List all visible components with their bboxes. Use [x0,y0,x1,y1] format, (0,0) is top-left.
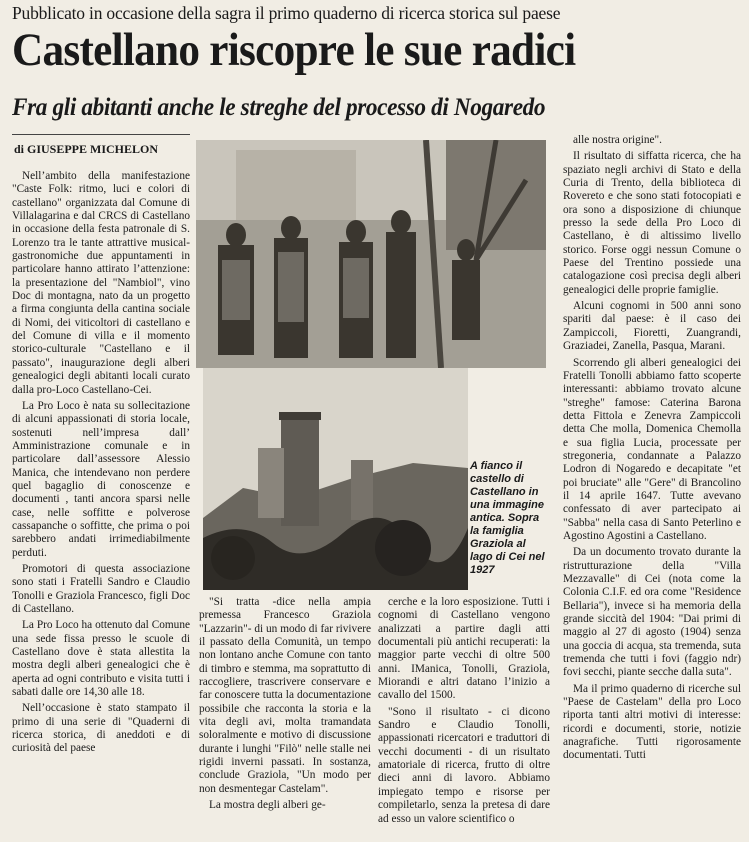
paragraph: La Pro Loco ha ottenuto dal Comune una sede fissa presso le scuole di Castellano dove è stata allestita la mostra degli alberi genealogici che è aperta ad ogni contributo e visita tutti i sabati dalle ore 14,30 alle 18. [12,619,190,699]
paragraph: Il risultato di siffatta ricerca, che ha spaziato negli archivi di Stato e della Curia di Trento, della biblioteca di Rovereto e che sono stati fotocopiati e ora sono a disposizione di chiunque presso la sede della Pro Loco di Castellano, è di altissimo livello storico. Forse oggi nessun Comune o Paese del Trentino possiede una catalogazione così precisa degli alberi genealogici delle proprie famiglie. [563,150,741,296]
byline-rule [12,134,190,135]
paragraph: "Sono il risultato - ci dicono Sandro e Claudio Tonolli, appassionati ricercatori e traduttori di vecchi documenti - di un risultato amatoriale di ricerca, frutto di oltre dieci anni di lavoro. Abbiamo impiegato tempo e risorse per compiletarlo, senza la pretesa di dare ad esso un valore scientifico o [378,705,550,825]
paragraph: Nell’ambito della manifestazione "Caste Folk: ritmo, luci e colori di castellano" organizzata dal Comune di Villalagarina e dal CRCS di Castellano in occasione della festa patronale di S. Lorenzo tra le tante attrattive musical-gastronomiche due appuntamenti in particolare hanno attirato l’attenzione: la presentazione del "Nambiol", vino Doc di montagna, nato da un progetto a firma congiunta della cantina sociale di Nomi, dei viticoltori di castellano e del Comune di villa e il momento storico-culturale "Castellano e il passato", inaugurazione degli alberi genealogici degli abitanti locali curato dalla pro-Loco Castellano-Cei. [12,170,190,396]
family-photo [196,140,546,368]
paragraph: La Pro Loco è nata su sollecitazione di alcuni appassionati di storia locale, sostenuti nell’impresa dall’ Amministrazione comunale e in particolare dall’assessore Alessio Manica, che intendevano non perdere quel bagaglio di conoscenze e documenti , tanti ancora sparsi nelle case, nelle soffitte e polverose cassapanche o soffitte, che prima o poi sarebbero andati irrimediabilmente perduti. [12,399,190,559]
paragraph: Alcuni cognomi in 500 anni sono spariti dal paese: è il caso dei Zampiccoli, Fioretti, Zuangrandi, Graziadei, Zanella, Pasqua, Marani. [563,300,741,353]
article-column-4 [563,134,741,840]
paragraph: Scorrendo gli alberi genealogici dei Fratelli Tonolli abbiamo fatto scoperte interessanti: abbiamo trovato alcune "streghe" famose: Caterina Barona detta Fittola e Zenevra Zampiccoli detta Che molla, Domenica Chemolla e sua figlia Lucia, processate per stregoneria, condannate a Palazzo Lodron di Nogaredo e decapitate "et poi bruciate" alle "Gere" di Brancolino il 14 aprile 1647. Tutte avevano confessato di aver partecipato ai "Sabba" nella casa di Santo Peterlino e Agostino Agostini a Castellano. [563,356,741,542]
castle-photo [203,368,468,590]
paragraph: Nell’occasione è stato stampato il primo di una serie di "Quaderni di ricerca storica, di aneddoti e di curiosità del paese [12,702,190,755]
paragraph: Promotori di questa associazione sono stati i Fratelli Sandro e Claudio Tonolli e Graziola Francesco, figli Doc di Castellano. [12,562,190,615]
paragraph: alle nostra origine". [573,134,662,146]
kicker: Pubblicato in occasione della sagra il primo quaderno di ricerca storica sul paese [12,3,561,23]
article-column-2 [199,596,371,840]
paragraph: "Si tratta -dice nella ampia premessa Francesco Graziola "Lazzarin"- di un modo di far rivivere il passato della Comunità, un tempo non lontano anche Comune con tanto di timbro e stemma, ma soprattutto di raccogliere, trascrivere conservare e far conoscere tutta la documentazione possibile che racconta la storia e la vita degli avi, molta tramandata soloralmente e motivo di discussione durante i lunghi "Filò" nelle stalle nei rigidi inverni passati. In sostanza, conclude Graziola, "Un modo per non desmentegar Castelam". [199,596,371,795]
article-column-3 [378,596,550,840]
paragraph: cerche e la loro esposizione. Tutti i cognomi di Castellano vengono analizzati a partire dagli atti documentali più antichi recuperati: la maggior parte vecchi di oltre 500 anni. IManica, Tonolli, Graziola, Miorandi e altri datano l’inizio a cavallo del 1500. [378,596,550,702]
paragraph: Da un documento trovato durante la ristrutturazione della "Villa Mezzavalle" di Cei (nota come la Colonia C.I.F. ed ora come "Residence Bellaria"), invece si ha memoria della grande siccità del 1904: "Dai primi di maggio al 27 di agosto (1904) senza una goccia di acqua, sta tremenda, suta tremenda che tutti i fovi (faggio ndr) fovi secchi, piante secche dalla suta". [563,546,741,679]
paragraph: Ma il primo quaderno di ricerche sul "Paese de Castelam" della pro Loco riporta tanti altri motivi di interesse: ricordi e documenti, storie, notizie anagrafiche. Tutti rigorosamente documentati. Tutti [563,682,741,762]
photo-caption: A fianco il castello di Castellano in una immagine antica. Sopra la famiglia Graziola al lago di Cei nel 1927 [470,460,545,576]
paragraph: La mostra degli alberi ge- [209,799,326,812]
headline: Castellano riscopre le sue radici [12,24,576,76]
article-column-1 [12,170,190,840]
subheadline: Fra gli abitanti anche le streghe del processo di Nogaredo [12,94,546,121]
byline: di GIUSEPPE MICHELON [14,142,159,156]
